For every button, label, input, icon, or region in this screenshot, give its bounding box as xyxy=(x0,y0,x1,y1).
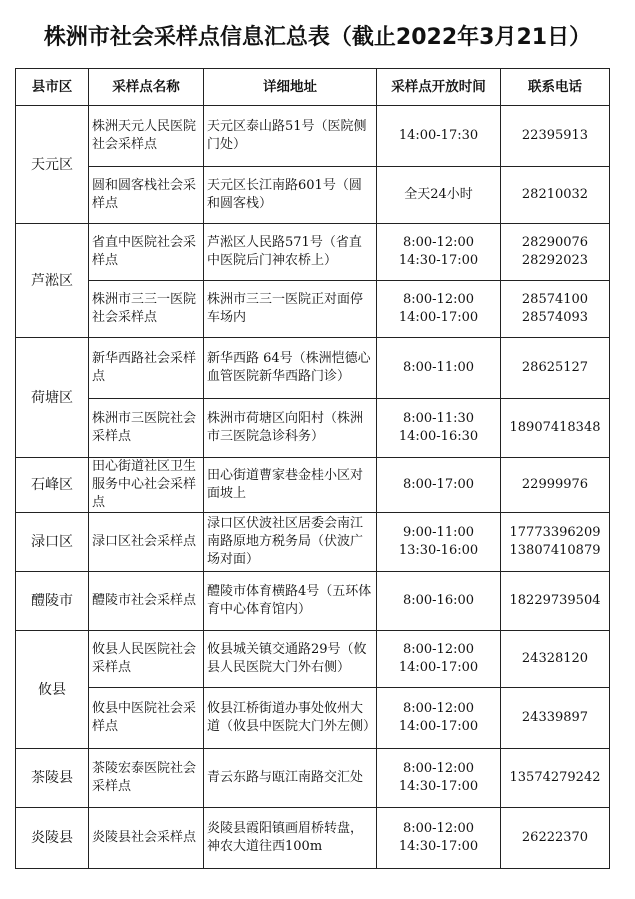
header-open-time: 采样点开放时间 xyxy=(377,69,501,106)
open-time-cell: 8:00-17:00 xyxy=(377,458,501,513)
address-cell: 天元区泰山路51号（医院侧门处） xyxy=(204,106,377,167)
county-cell: 芦淞区 xyxy=(16,224,89,338)
site-name-cell: 株洲天元人民医院社会采样点 xyxy=(89,106,204,167)
address-cell: 攸县城关镇交通路29号（攸县人民医院大门外右侧） xyxy=(204,631,377,688)
table-row xyxy=(16,808,610,869)
table-row xyxy=(16,688,610,749)
table-row xyxy=(16,224,610,281)
site-name-cell: 渌口区社会采样点 xyxy=(89,513,204,572)
open-time-cell: 8:00-12:00 14:00-17:00 xyxy=(377,281,501,338)
county-cell: 茶陵县 xyxy=(16,749,89,808)
phone-cell: 24328120 xyxy=(501,631,610,688)
county-cell: 天元区 xyxy=(16,106,89,224)
header-site-name: 采样点名称 xyxy=(89,69,204,106)
site-name-cell: 醴陵市社会采样点 xyxy=(89,572,204,631)
open-time-cell: 8:00-12:00 14:00-17:00 xyxy=(377,631,501,688)
open-time-cell: 14:00-17:30 xyxy=(377,106,501,167)
site-name-cell: 株洲市三医院社会采样点 xyxy=(89,399,204,458)
phone-cell: 13574279242 xyxy=(501,749,610,808)
address-cell: 天元区长江南路601号（圆和圆客栈） xyxy=(204,167,377,224)
phone-cell: 28290076 28292023 xyxy=(501,224,610,281)
phone-cell: 28625127 xyxy=(501,338,610,399)
county-cell: 醴陵市 xyxy=(16,572,89,631)
site-name-cell: 茶陵宏泰医院社会采样点 xyxy=(89,749,204,808)
phone-cell: 26222370 xyxy=(501,808,610,869)
address-cell: 新华西路 64号（株洲恺德心血管医院新华西路门诊） xyxy=(204,338,377,399)
address-cell: 攸县江桥街道办事处攸州大道（攸县中医院大门外左侧） xyxy=(204,688,377,749)
site-name-cell: 炎陵县社会采样点 xyxy=(89,808,204,869)
open-time-cell: 8:00-16:00 xyxy=(377,572,501,631)
address-cell: 渌口区伏波社区居委会南江南路原地方税务局（伏波广场对面） xyxy=(204,513,377,572)
phone-cell: 22395913 xyxy=(501,106,610,167)
open-time-cell: 9:00-11:00 13:30-16:00 xyxy=(377,513,501,572)
county-cell: 石峰区 xyxy=(16,458,89,513)
site-name-cell: 攸县中医院社会采样点 xyxy=(89,688,204,749)
county-cell: 炎陵县 xyxy=(16,808,89,869)
open-time-cell: 8:00-11:30 14:00-16:30 xyxy=(377,399,501,458)
site-name-cell: 圆和圆客栈社会采样点 xyxy=(89,167,204,224)
open-time-cell: 8:00-12:00 14:30-17:00 xyxy=(377,808,501,869)
header-address: 详细地址 xyxy=(204,69,377,106)
sampling-points-table xyxy=(15,68,610,869)
table-row xyxy=(16,399,610,458)
table-row xyxy=(16,106,610,167)
address-cell: 株洲市荷塘区向阳村（株洲市三医院急诊科务） xyxy=(204,399,377,458)
county-cell: 渌口区 xyxy=(16,513,89,572)
phone-cell: 24339897 xyxy=(501,688,610,749)
county-cell: 荷塘区 xyxy=(16,338,89,458)
table-row xyxy=(16,572,610,631)
page-title: 株洲市社会采样点信息汇总表（截止2022年3月21日） xyxy=(43,25,592,50)
open-time-cell: 8:00-12:00 14:00-17:00 xyxy=(377,688,501,749)
header-county: 县市区 xyxy=(16,69,89,106)
table-row xyxy=(16,167,610,224)
open-time-cell: 8:00-11:00 xyxy=(377,338,501,399)
table-row xyxy=(16,338,610,399)
open-time-cell: 8:00-12:00 14:30-17:00 xyxy=(377,224,501,281)
phone-cell: 18229739504 xyxy=(501,572,610,631)
header-phone: 联系电话 xyxy=(501,69,610,106)
open-time-cell: 8:00-12:00 14:30-17:00 xyxy=(377,749,501,808)
phone-cell: 17773396209 13807410879 xyxy=(501,513,610,572)
phone-cell: 18907418348 xyxy=(501,399,610,458)
site-name-cell: 省直中医院社会采样点 xyxy=(89,224,204,281)
phone-cell: 28574100 28574093 xyxy=(501,281,610,338)
county-cell: 攸县 xyxy=(16,631,89,749)
address-cell: 株洲市三三一医院正对面停车场内 xyxy=(204,281,377,338)
table-row xyxy=(16,631,610,688)
table-row xyxy=(16,281,610,338)
address-cell: 炎陵县霞阳镇画眉桥转盘，神农大道往西100m xyxy=(204,808,377,869)
address-cell: 青云东路与瓯江南路交汇处 xyxy=(204,749,377,808)
address-cell: 田心街道曹家巷金桂小区对面坡上 xyxy=(204,458,377,513)
phone-cell: 28210032 xyxy=(501,167,610,224)
site-name-cell: 攸县人民医院社会采样点 xyxy=(89,631,204,688)
site-name-cell: 株洲市三三一医院社会采样点 xyxy=(89,281,204,338)
address-cell: 醴陵市体育横路4号（五环体育中心体育馆内） xyxy=(204,572,377,631)
open-time-cell: 全天24小时 xyxy=(377,167,501,224)
site-name-cell: 田心街道社区卫生服务中心社会采样点 xyxy=(89,458,204,513)
address-cell: 芦淞区人民路571号（省直中医院后门神农桥上） xyxy=(204,224,377,281)
table-row xyxy=(16,513,610,572)
phone-cell: 22999976 xyxy=(501,458,610,513)
table-row xyxy=(16,458,610,513)
site-name-cell: 新华西路社会采样点 xyxy=(89,338,204,399)
table-header-row xyxy=(16,69,610,106)
table-row xyxy=(16,749,610,808)
